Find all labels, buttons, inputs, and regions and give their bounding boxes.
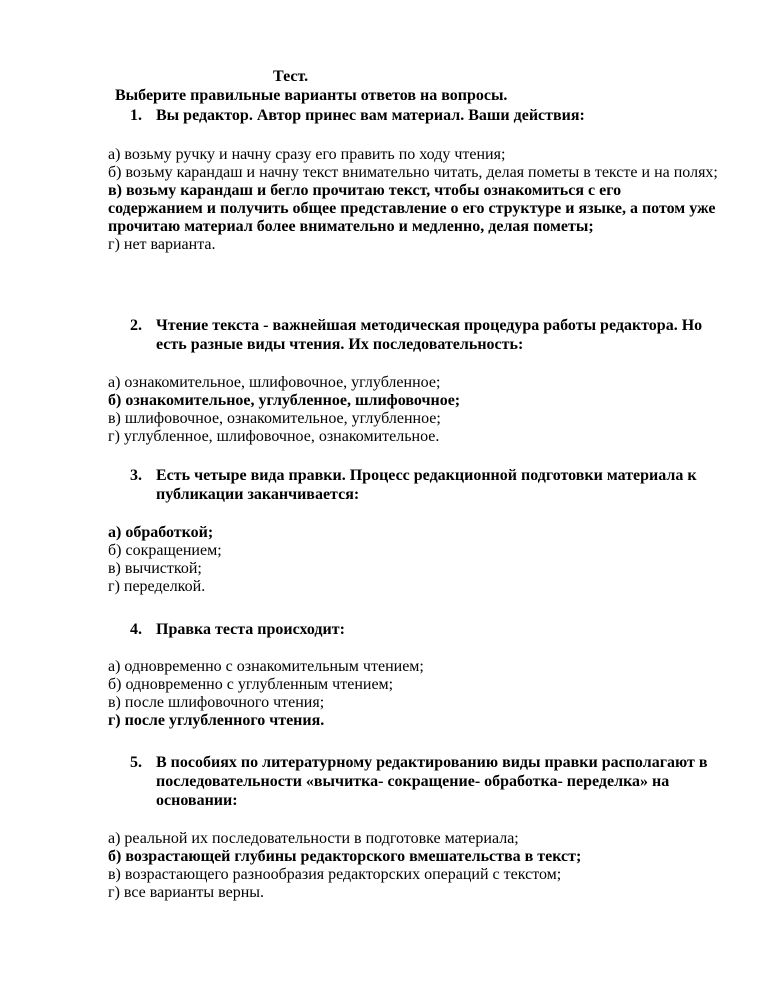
answer-option: г) все варианты верны. [108, 884, 265, 901]
question-number: 2. [130, 317, 142, 334]
answers-3 [108, 524, 718, 596]
answer-option: в) вычисткой; [108, 560, 202, 577]
question-text: Есть четыре вида правки. Процесс редакционной подготовки материала к публикации заканчивается: [156, 467, 697, 503]
question-number: 3. [130, 467, 142, 484]
answer-option-correct: а) обработкой; [108, 524, 214, 541]
question-2 [130, 316, 720, 354]
question-number: 4. [130, 621, 142, 638]
answer-option: б) сокращением; [108, 542, 222, 559]
answers-4 [108, 658, 718, 730]
answers-1 [108, 146, 718, 254]
answer-option-correct: б) возрастающей глубины редакторского вмешательства в текст; [108, 848, 582, 865]
answer-option: а) ознакомительное, шлифовочное, углубленное; [108, 374, 441, 391]
question-5 [130, 753, 720, 810]
document-instruction: Выберите правильные варианты ответов на вопросы. [115, 87, 508, 104]
answer-option: а) возьму ручку и начну сразу его править по ходу чтения; [108, 146, 506, 163]
answer-option: а) одновременно с ознакомительным чтением; [108, 658, 424, 675]
answer-option: в) после шлифовочного чтения; [108, 694, 325, 711]
answer-option: б) одновременно с углубленным чтением; [108, 676, 394, 693]
document-title: Тест. [273, 68, 309, 85]
answer-option: г) нет варианта. [108, 236, 216, 253]
question-number: 5. [130, 754, 142, 771]
question-text: В пособиях по литературному редактированию виды правки располагают в последовательности «вычитка- сокращение- обработка- переделка» на основании: [156, 754, 708, 809]
answer-option: в) возрастающего разнообразия редакторских операций с текстом; [108, 866, 562, 883]
answer-option: а) реальной их последовательности в подготовке материала; [108, 830, 519, 847]
question-1 [130, 106, 720, 125]
answers-5 [108, 830, 718, 902]
answer-option-correct: б) ознакомительное, углубленное, шлифовочное; [108, 392, 461, 409]
answer-option-correct: в) возьму карандаш и бегло прочитаю текст, чтобы ознакомиться с его содержанием и получить общее представление о его структуре и языке, а потом уже прочитаю материал более внимательно и медленно, делая пометы; [108, 182, 716, 235]
answers-2 [108, 374, 718, 446]
question-text: Вы редактор. Автор принес вам материал. Ваши действия: [156, 107, 585, 124]
question-4 [130, 620, 720, 639]
answer-option: б) возьму карандаш и начну текст внимательно читать, делая пометы в тексте и на полях; [108, 164, 718, 181]
answer-option-correct: г) после углубленного чтения. [108, 712, 325, 729]
question-text: Правка теста происходит: [156, 621, 345, 638]
answer-option: г) углубленное, шлифовочное, ознакомительное. [108, 428, 440, 445]
question-number: 1. [130, 107, 142, 124]
answer-option: г) переделкой. [108, 578, 206, 595]
question-3 [130, 466, 720, 504]
answer-option: в) шлифовочное, ознакомительное, углубленное; [108, 410, 441, 427]
question-text: Чтение текста - важнейшая методическая процедура работы редактора. Но есть разные виды чтения. Их последовательность: [156, 317, 703, 353]
